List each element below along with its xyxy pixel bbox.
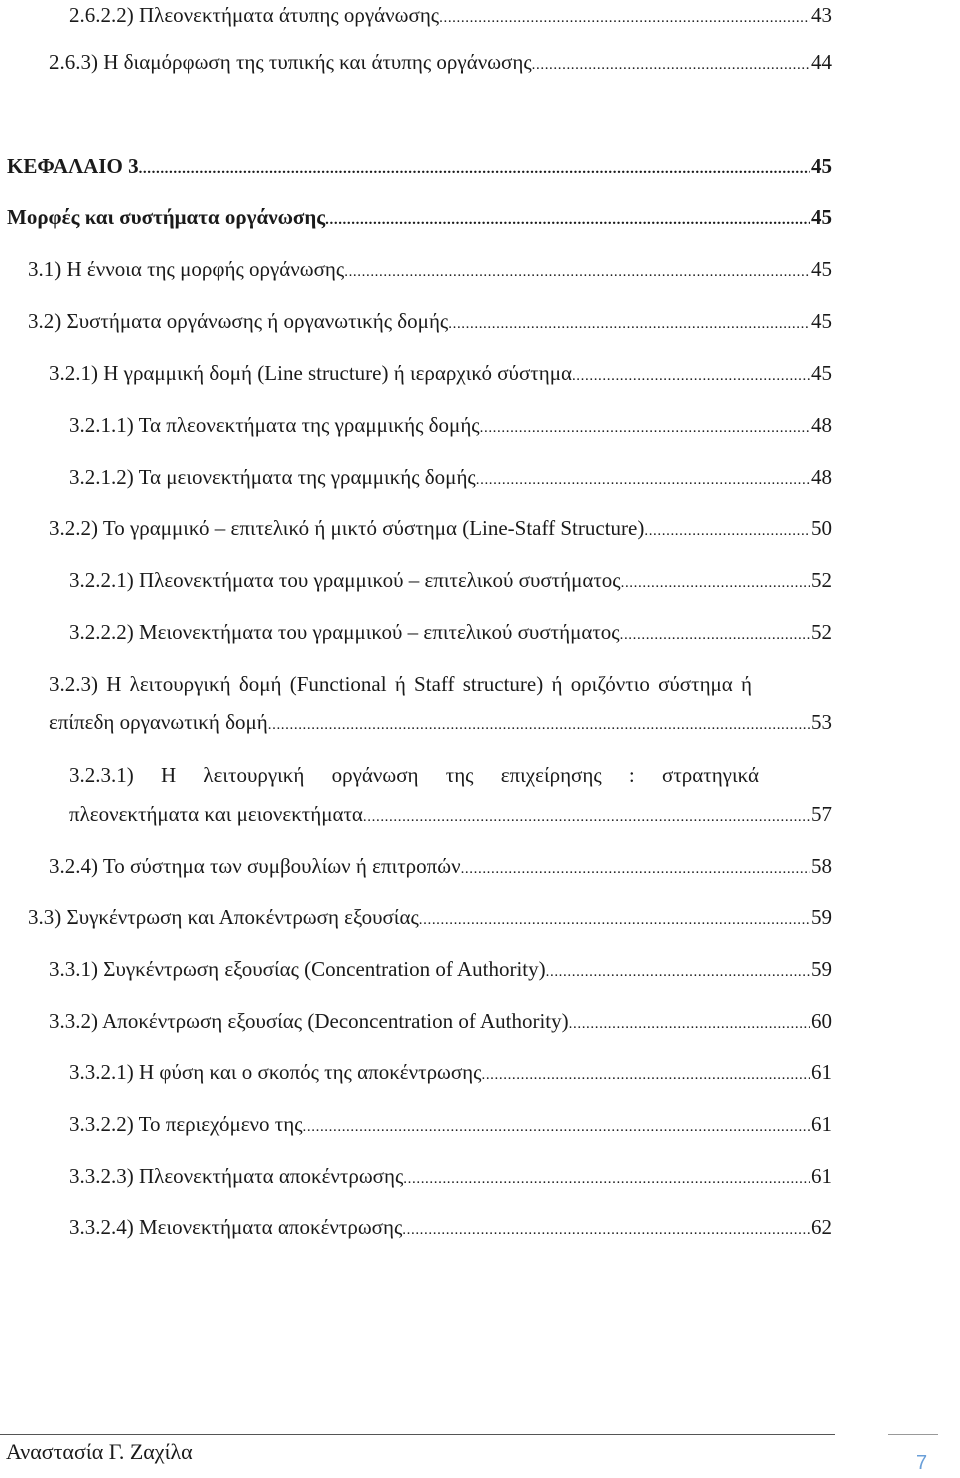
- dot-leader: [532, 50, 810, 80]
- dot-leader: [448, 309, 810, 339]
- toc-entry[interactable]: [49, 954, 832, 984]
- toc-entry[interactable]: [69, 1057, 832, 1087]
- footer-divider: [0, 1434, 835, 1435]
- toc-entry-label: 3.2.1.2) Τα μειονεκτήματα της γραμμικής δομής: [69, 465, 476, 489]
- toc-entry-page: 59: [811, 905, 832, 929]
- toc-entry-page: 48: [811, 413, 832, 437]
- toc-entry-page: 45: [811, 154, 832, 178]
- toc-entry[interactable]: [69, 462, 832, 492]
- toc-entry-label: 2.6.3) Η διαμόρφωση της τυπικής και άτυπης οργάνωσης: [49, 50, 532, 74]
- toc-entry-page: 45: [811, 205, 832, 229]
- toc-entry[interactable]: [49, 47, 832, 77]
- dot-leader: [461, 854, 810, 884]
- toc-entry-first-line[interactable]: [49, 669, 832, 699]
- toc-entry[interactable]: [69, 0, 832, 30]
- toc-entry-label: 3.2.2) Το γραμμικό – επιτελικό ή μικτό σύστημα (Line-Staff Structure): [49, 516, 645, 540]
- toc-entry-page: 52: [811, 568, 832, 592]
- dot-leader: [572, 361, 810, 391]
- toc-entry-label: ΚΕΦΑΛΑΙΟ 3: [7, 154, 139, 178]
- toc-entry-label: 3.2.1) Η γραμμική δομή (Line structure) ή ιεραρχικό σύστημα: [49, 361, 572, 385]
- toc-entry-label: 3.3.1) Συγκέντρωση εξουσίας (Concentration of Authority): [49, 957, 546, 981]
- toc-entry-label: 3.2.3.1) Η λειτουργική οργάνωση της επιχείρησης : στρατηγικά: [69, 763, 760, 787]
- toc-entry-label: 3.1) Η έννοια της μορφής οργάνωσης: [28, 257, 345, 281]
- dot-leader: [325, 205, 810, 235]
- toc-entry-label: 3.2.4) Το σύστημα των συμβουλίων ή επιτροπών: [49, 854, 461, 878]
- dot-leader: [621, 568, 810, 598]
- dot-leader: [480, 413, 810, 443]
- toc-entry[interactable]: [69, 565, 832, 595]
- dot-leader: [569, 1009, 810, 1039]
- toc-entry[interactable]: [28, 254, 832, 284]
- toc-entry-page: 57: [811, 802, 832, 826]
- toc-entry-label: 3.2.2.1) Πλεονεκτήματα του γραμμικού – επιτελικού συστήματος: [69, 568, 621, 592]
- toc-entry-label: 3.2.2.2) Μειονεκτήματα του γραμμικού – επιτελικού συστήματος: [69, 620, 620, 644]
- toc-entry-page: 61: [811, 1164, 832, 1188]
- toc-entry[interactable]: [69, 617, 832, 647]
- dot-leader: [139, 154, 810, 184]
- toc-entry-page: 62: [811, 1215, 832, 1239]
- toc-chapter-heading[interactable]: [7, 151, 832, 181]
- dot-leader: [620, 620, 810, 650]
- toc-entry[interactable]: [49, 851, 832, 881]
- footer-page-divider: [888, 1434, 938, 1435]
- dot-leader: [546, 957, 810, 987]
- toc-chapter-title[interactable]: [7, 202, 832, 232]
- toc-entry[interactable]: [69, 1212, 832, 1242]
- toc-entry-label: επίπεδη οργανωτική δομή: [49, 710, 268, 734]
- dot-leader: [303, 1112, 810, 1142]
- toc-entry-label: 2.6.2.2) Πλεονεκτήματα άτυπης οργάνωσης: [69, 3, 440, 27]
- dot-leader: [476, 465, 810, 495]
- toc-entry-label: 3.2) Συστήματα οργάνωσης ή οργανωτικής δομής: [28, 309, 449, 333]
- toc-entry-page: 44: [811, 50, 832, 74]
- toc-entry-label: πλεονεκτήματα και μειονεκτήματα: [69, 802, 363, 826]
- toc-entry-label: 3.3.2.4) Μειονεκτήματα αποκέντρωσης: [69, 1215, 403, 1239]
- dot-leader: [644, 516, 810, 546]
- toc-entry[interactable]: [69, 410, 832, 440]
- toc-entry-label: 3.3.2) Αποκέντρωση εξουσίας (Deconcentration of Authority): [49, 1009, 569, 1033]
- toc-entry-page: 53: [811, 710, 832, 734]
- dot-leader: [419, 905, 810, 935]
- toc-entry-page: 60: [811, 1009, 832, 1033]
- dot-leader: [481, 1060, 810, 1090]
- toc-entry-page: 48: [811, 465, 832, 489]
- toc-entry-page: 59: [811, 957, 832, 981]
- toc-entry-page: 43: [811, 3, 832, 27]
- toc-entry-page: 61: [811, 1112, 832, 1136]
- toc-entry-page: 45: [811, 257, 832, 281]
- toc-entry-label: 3.3.2.3) Πλεονεκτήματα αποκέντρωσης: [69, 1164, 404, 1188]
- toc-entry[interactable]: [69, 799, 832, 829]
- toc-entry-page: 45: [811, 309, 832, 333]
- toc-entry[interactable]: [28, 306, 832, 336]
- footer-page-number: 7: [916, 1452, 928, 1474]
- toc-entry-page: 50: [811, 516, 832, 540]
- toc-entry[interactable]: [69, 1109, 832, 1139]
- toc-entry-label: 3.2.1.1) Τα πλεονεκτήματα της γραμμικής δομής: [69, 413, 480, 437]
- toc-entry[interactable]: [49, 707, 832, 737]
- toc-entry[interactable]: [69, 1161, 832, 1191]
- toc-entry[interactable]: [28, 902, 832, 932]
- toc-entry-label: Μορφές και συστήματα οργάνωσης: [7, 205, 326, 229]
- dot-leader: [402, 1215, 810, 1245]
- toc-entry-label: 3.3) Συγκέντρωση και Αποκέντρωση εξουσίας: [28, 905, 419, 929]
- dot-leader: [439, 3, 810, 33]
- toc-entry-label: 3.3.2.2) Το περιεχόμενο της: [69, 1112, 303, 1136]
- toc-entry-page: 58: [811, 854, 832, 878]
- toc-entry-label: 3.3.2.1) Η φύση και ο σκοπός της αποκέντρωσης: [69, 1060, 482, 1084]
- dot-leader: [403, 1164, 810, 1194]
- toc-entry[interactable]: [49, 1006, 832, 1036]
- toc-entry-page: 52: [811, 620, 832, 644]
- toc-entry-label: 3.2.3) Η λειτουργική δομή (Functional ή Staff structure) ή οριζόντιο σύστημα ή: [49, 672, 753, 696]
- toc-entry-page: 61: [811, 1060, 832, 1084]
- footer-author: Αναστασία Γ. Ζαχίλα: [6, 1439, 193, 1464]
- toc-entry[interactable]: [49, 513, 832, 543]
- dot-leader: [363, 802, 810, 832]
- toc-entry-first-line[interactable]: [69, 760, 832, 790]
- toc-entry[interactable]: [49, 358, 832, 388]
- dot-leader: [344, 257, 810, 287]
- dot-leader: [268, 710, 810, 740]
- toc-entry-page: 45: [811, 361, 832, 385]
